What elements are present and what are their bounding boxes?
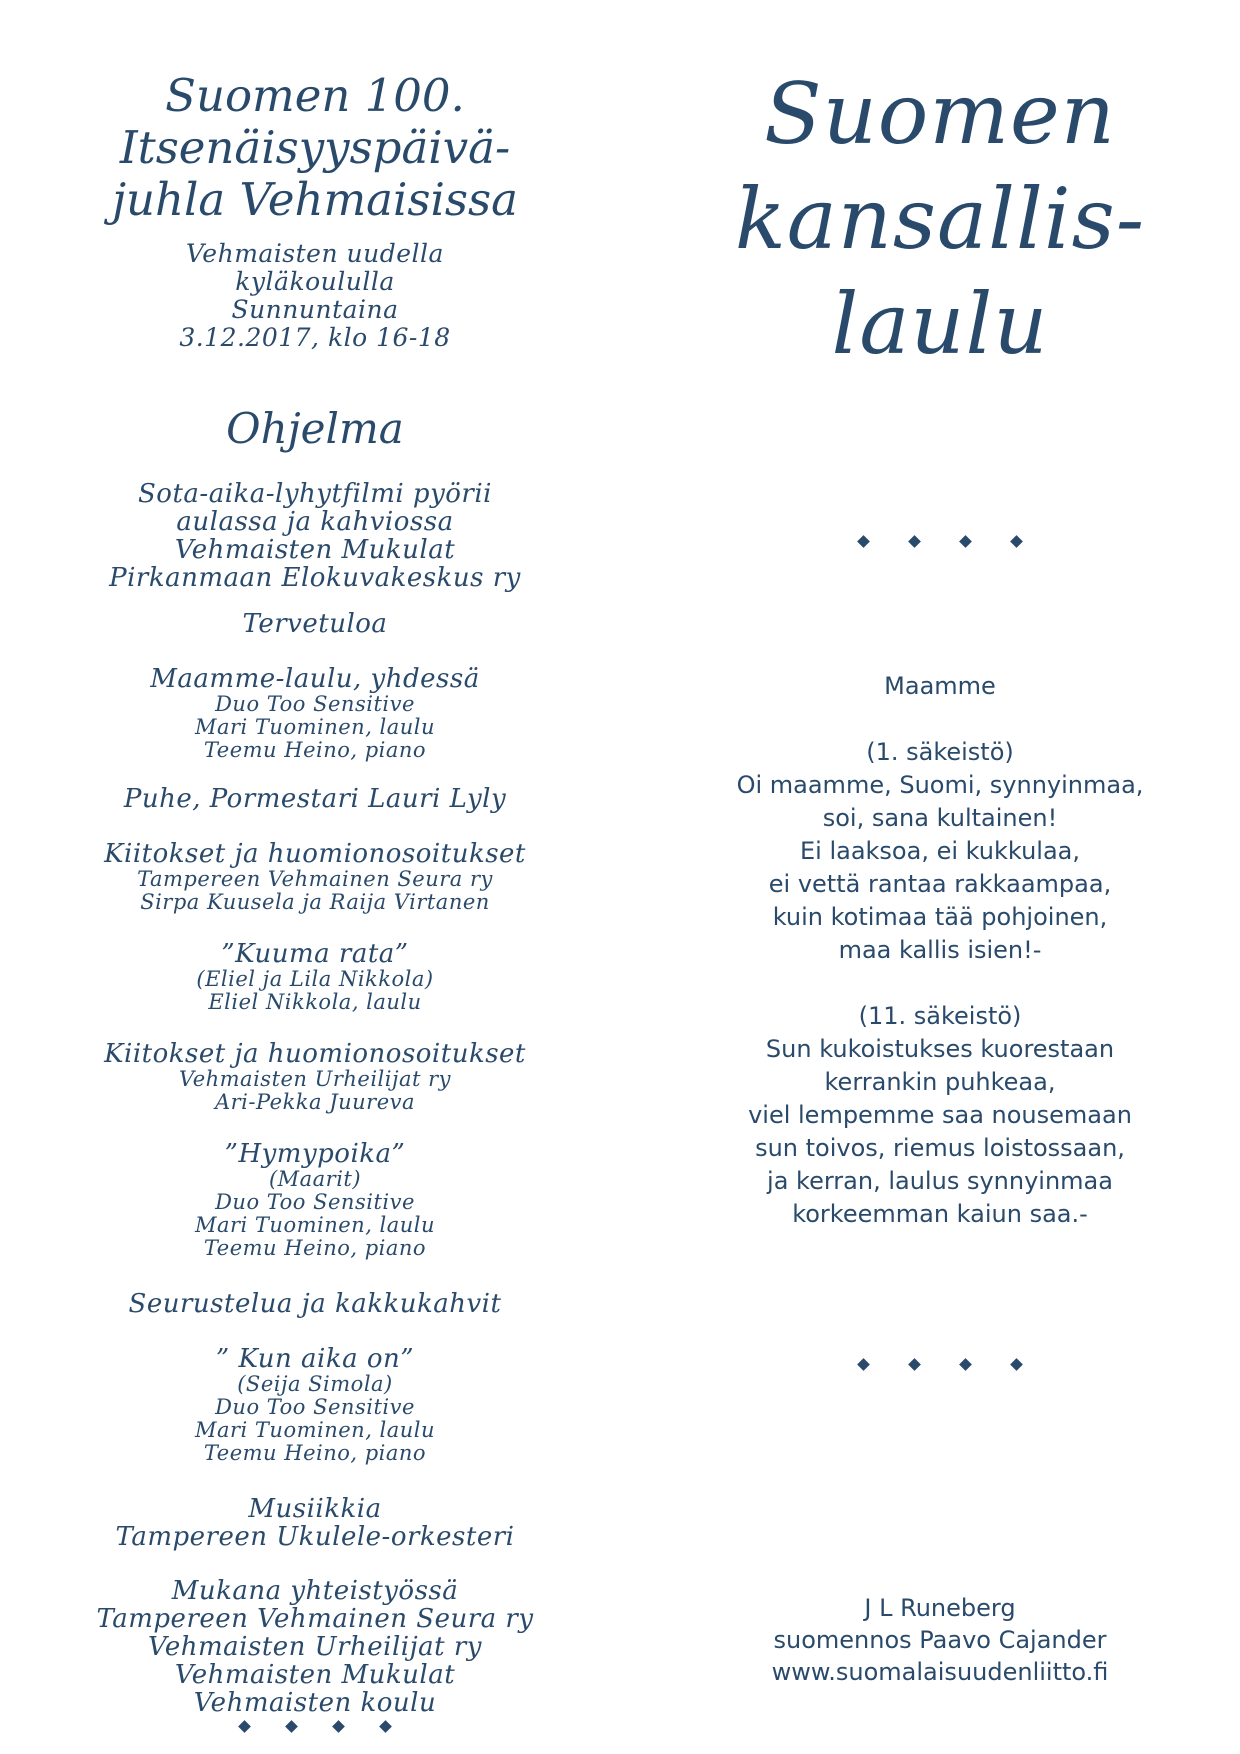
program-item-line: Pirkanmaan Elokuvakeskus ry	[109, 563, 521, 593]
program-item	[60, 1577, 570, 1717]
translator: suomennos Paavo Cajander	[773, 1626, 1107, 1654]
verse-line: kuin kotimaa tää pohjoinen,	[772, 903, 1108, 931]
anthem-title-line: kansallis-	[734, 170, 1146, 268]
program-item-detail: Duo Too Sensitive	[215, 1395, 415, 1419]
program-item-line: Tampereen Ukulele-orkesteri	[115, 1522, 515, 1552]
event-title-line: juhla Vehmaisissa	[112, 173, 518, 226]
diamond-icon	[908, 535, 921, 548]
diamond-icon	[1010, 535, 1023, 548]
verse-label: (1. säkeistö)	[866, 738, 1014, 766]
program-item-detail: (Eliel ja Lila Nikkola)	[196, 967, 434, 991]
program-item	[60, 1290, 570, 1318]
verse-line: ja kerran, laulus synnyinmaa	[767, 1167, 1113, 1195]
anthem-title	[680, 62, 1200, 377]
program-item-detail: Teemu Heino, piano	[203, 1441, 427, 1465]
verse-line: sun toivos, riemus loistossaan,	[755, 1134, 1125, 1162]
program-item-title: Kiitokset ja huomionosoitukset	[104, 1039, 526, 1069]
verse-line: soi, sana kultainen!	[822, 804, 1058, 832]
program-item-title: ”Kuuma rata”	[221, 939, 409, 969]
verse-line: Ei laaksoa, ei kukkulaa,	[799, 837, 1080, 865]
diamond-icon	[857, 535, 870, 548]
event-date: 3.12.2017, klo 16-18	[179, 323, 451, 352]
program-item-detail: Mari Tuominen, laulu	[194, 1418, 436, 1442]
program-item-title: Musiikkia	[248, 1494, 382, 1524]
program-item-detail: Teemu Heino, piano	[203, 738, 427, 762]
program-item-detail: Ari-Pekka Juureva	[214, 1090, 416, 1114]
diamond-divider	[680, 1360, 1200, 1369]
program-item-detail: Duo Too Sensitive	[215, 692, 415, 716]
program-item	[60, 1345, 570, 1465]
program-item-title: Puhe, Pormestari Lauri Lyly	[123, 784, 507, 814]
program-item-detail: (Maarit)	[268, 1167, 362, 1191]
program-item-title: Seurustelua ja kakkukahvit	[128, 1289, 502, 1319]
anthem-title-line: Suomen	[764, 65, 1116, 163]
program-item	[60, 1140, 570, 1260]
program-item-detail: Mari Tuominen, laulu	[194, 1213, 436, 1237]
program-item-title: Kiitokset ja huomionosoitukset	[104, 839, 526, 869]
diamond-divider	[60, 1722, 570, 1731]
author: J L Runeberg	[864, 1594, 1016, 1622]
program-item-title: Tervetuloa	[242, 609, 388, 639]
event-title-line: Suomen 100.	[165, 69, 465, 122]
event-detail-line: kyläkoululla	[235, 267, 395, 296]
program-item-line: Vehmaisten Urheilijat ry	[148, 1632, 482, 1662]
verse-line: ei vettä rantaa rakkaampaa,	[768, 870, 1112, 898]
program-item	[60, 1040, 570, 1114]
poem-title: Maamme	[884, 672, 996, 700]
verse-line: maa kallis isien!-	[838, 936, 1042, 964]
program-item-line: Vehmaisten Mukulat	[174, 535, 456, 565]
program-item-detail: Tampereen Vehmainen Seura ry	[137, 867, 493, 891]
verse-line: Oi maamme, Suomi, synnyinmaa,	[736, 771, 1144, 799]
program-item-title: Maamme-laulu, yhdessä	[150, 664, 480, 694]
event-details	[60, 240, 570, 352]
event-detail-line: Sunnuntaina	[231, 295, 399, 324]
diamond-icon	[857, 1358, 870, 1371]
diamond-icon	[285, 1720, 298, 1733]
program-item-detail: Teemu Heino, piano	[203, 1236, 427, 1260]
program-item-detail: Mari Tuominen, laulu	[194, 715, 436, 739]
program-item-line: Vehmaisten Mukulat	[174, 1660, 456, 1690]
program-item	[60, 940, 570, 1014]
event-title-line: Itsenäisyyspäivä-	[119, 121, 511, 174]
verse-line: Sun kukoistukses kuorestaan	[765, 1035, 1115, 1063]
website-link[interactable]: www.suomalaisuudenliitto.fi	[771, 1658, 1109, 1686]
event-title	[60, 70, 570, 226]
diamond-divider	[680, 537, 1200, 546]
diamond-icon	[379, 1720, 392, 1733]
anthem-lyrics	[680, 670, 1200, 1231]
program-item	[60, 665, 570, 762]
verse-line: korkeemman kaiun saa.-	[792, 1200, 1088, 1228]
program-item-title: Mukana yhteistyössä	[171, 1576, 459, 1606]
event-detail-line: Vehmaisten uudella	[186, 239, 444, 268]
diamond-icon	[238, 1720, 251, 1733]
program-item-detail: (Seija Simola)	[237, 1372, 393, 1396]
program-item-line: aulassa ja kahviossa	[176, 507, 454, 537]
program-item-detail: Duo Too Sensitive	[215, 1190, 415, 1214]
diamond-icon	[332, 1720, 345, 1733]
diamond-icon	[959, 1358, 972, 1371]
program-item	[60, 1495, 570, 1551]
program-item	[60, 610, 570, 638]
program-item-detail: Vehmaisten Urheilijat ry	[178, 1067, 452, 1091]
program-item-line: Tampereen Vehmainen Seura ry	[96, 1604, 534, 1634]
anthem-credits	[680, 1592, 1200, 1688]
program-heading: Ohjelma	[226, 404, 404, 453]
program-item	[60, 840, 570, 914]
diamond-icon	[908, 1358, 921, 1371]
program-item-title: ” Kun aika on”	[215, 1344, 415, 1374]
program-item-title: ”Hymypoika”	[224, 1139, 406, 1169]
program-item-detail: Eliel Nikkola, laulu	[208, 990, 422, 1014]
program-item-line: Vehmaisten koulu	[193, 1688, 437, 1718]
program-item-title: Sota-aika-lyhytfilmi pyörii	[138, 479, 492, 509]
verse-label: (11. säkeistö)	[858, 1002, 1022, 1030]
program-item	[60, 785, 570, 813]
program-item-detail: Sirpa Kuusela ja Raija Virtanen	[140, 890, 490, 914]
verse-line: kerrankin puhkeaa,	[824, 1068, 1056, 1096]
anthem-title-line: laulu	[831, 275, 1049, 373]
diamond-icon	[959, 535, 972, 548]
diamond-icon	[1010, 1358, 1023, 1371]
verse-line: viel lempemme saa nousemaan	[748, 1101, 1132, 1129]
program-item	[60, 480, 570, 592]
